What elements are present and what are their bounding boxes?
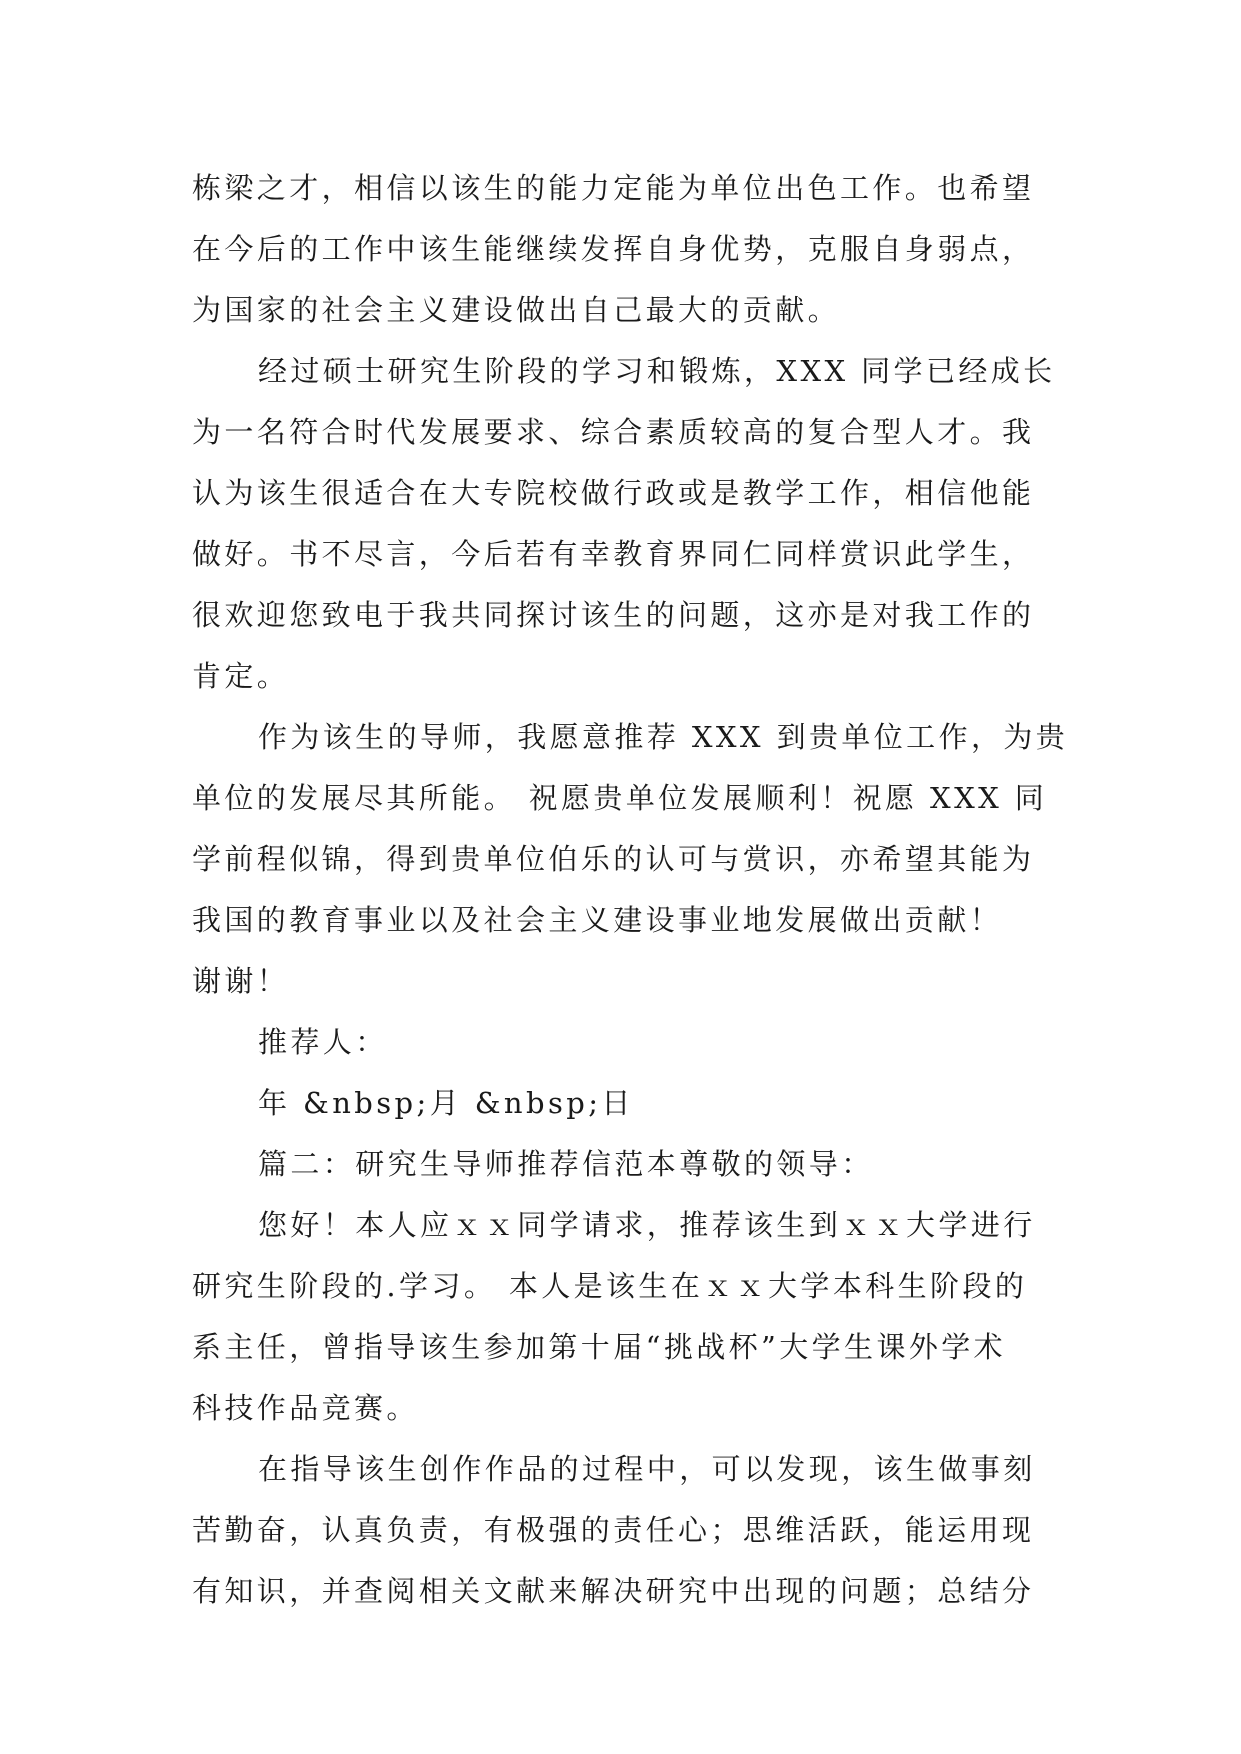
paragraph-first-line: 您好！本人应ｘｘ同学请求，推荐该生到ｘｘ大学进行 — [258, 1208, 1036, 1242]
recommender-label: 推荐人： — [258, 1025, 388, 1059]
document-body — [192, 158, 1069, 1622]
paragraph-first-line: 在指导该生创作作品的过程中，可以发现，该生做事刻 — [258, 1452, 1036, 1486]
paragraph-first-line: 作为该生的导师，我愿意推荐 XXX 到贵单位工作，为贵 — [258, 720, 1069, 754]
text-line: 在今后的工作中该生能继续发挥自身优势，克服自身弱点， — [192, 232, 1035, 266]
text-line: 谢谢！ — [192, 964, 290, 998]
text-line: 为国家的社会主义建设做出自己最大的贡献。 — [192, 293, 841, 327]
text-line: 为一名符合时代发展要求、综合素质较高的复合型人才。我 — [192, 415, 1035, 449]
text-line: 做好。书不尽言，今后若有幸教育界同仁同样赏识此学生， — [192, 537, 1035, 571]
text-line: 系主任，曾指导该生参加第十届“挑战杯”大学生课外学术 — [192, 1330, 1007, 1364]
text-line: 肯定。 — [192, 659, 290, 693]
text-line: 研究生阶段的.学习。 本人是该生在ｘｘ大学本科生阶段的 — [192, 1269, 1028, 1303]
date-line: 年 &nbsp;月 &nbsp;日 — [258, 1086, 634, 1120]
text-line: 苦勤奋，认真负责，有极强的责任心；思维活跃，能运用现 — [192, 1513, 1035, 1547]
text-line: 很欢迎您致电于我共同探讨该生的问题，这亦是对我工作的 — [192, 598, 1035, 632]
text-line: 我国的教育事业以及社会主义建设事业地发展做出贡献！ — [192, 903, 1003, 937]
text-line: 认为该生很适合在大专院校做行政或是教学工作，相信他能 — [192, 476, 1035, 510]
text-line: 单位的发展尽其所能。 祝愿贵单位发展顺利！祝愿 XXX 同 — [192, 781, 1048, 815]
text-line: 学前程似锦，得到贵单位伯乐的认可与赏识，亦希望其能为 — [192, 842, 1035, 876]
text-line: 栋梁之才，相信以该生的能力定能为单位出色工作。也希望 — [192, 171, 1035, 205]
section-heading: 篇二：研究生导师推荐信范本尊敬的领导： — [258, 1147, 874, 1181]
text-line: 科技作品竞赛。 — [192, 1391, 419, 1425]
text-line: 有知识，并查阅相关文献来解决研究中出现的问题；总结分 — [192, 1574, 1035, 1608]
paragraph-first-line: 经过硕士研究生阶段的学习和锻炼，XXX 同学已经成长 — [258, 354, 1056, 388]
